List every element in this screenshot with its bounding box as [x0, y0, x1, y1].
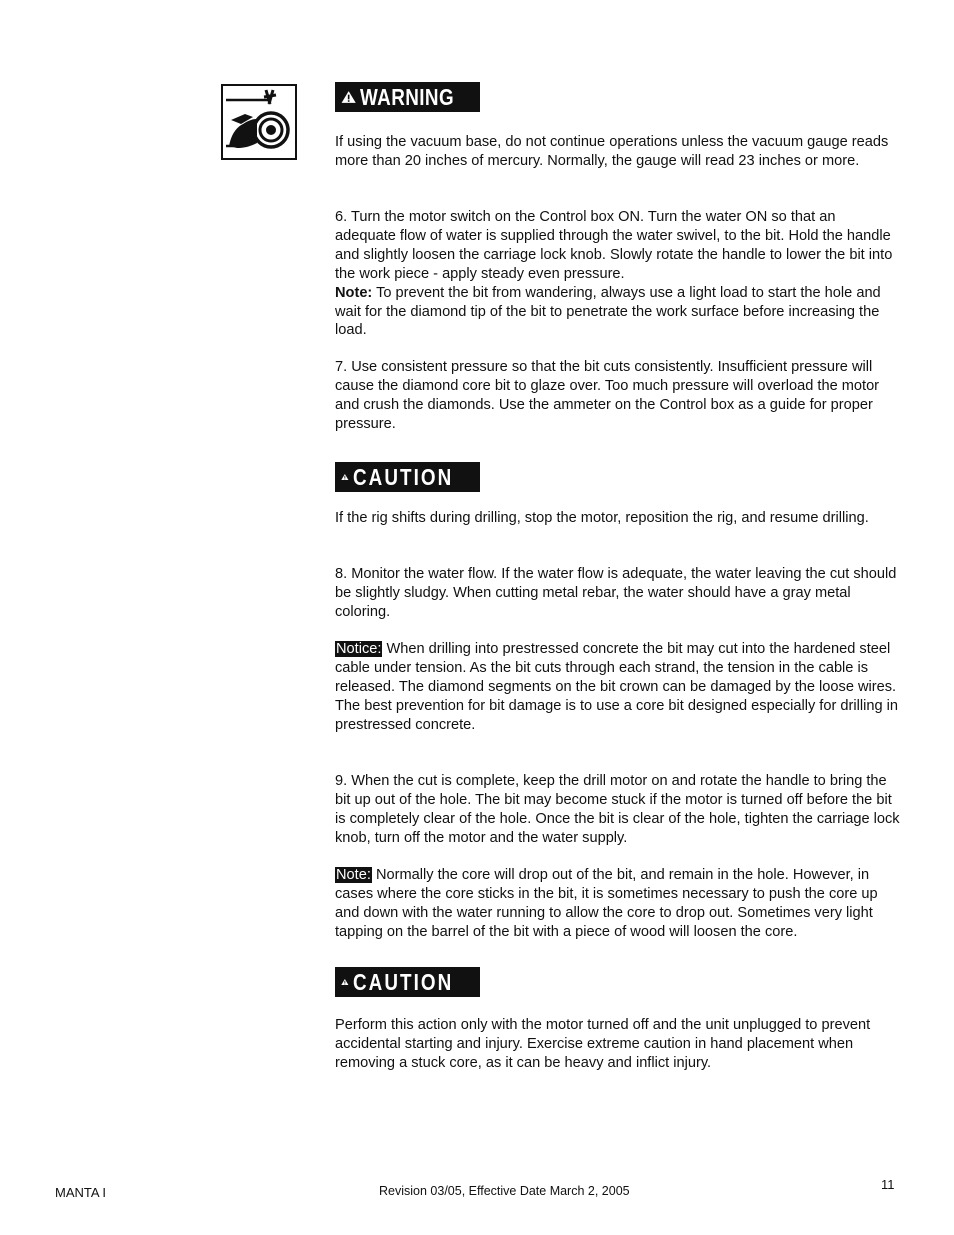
warning-banner — [335, 82, 480, 112]
alert-triangle-icon — [341, 86, 356, 108]
step-6-paragraph — [335, 208, 900, 340]
caution-label: CAUTION — [352, 968, 453, 995]
caution-banner — [335, 462, 480, 492]
note-label: Note: — [335, 284, 373, 301]
notice-paragraph — [335, 640, 900, 735]
rig-shift-caution-text: If the rig shifts during drilling, stop the motor, reposition the rig, and resume drilling. — [335, 510, 869, 526]
note-label: Note: — [336, 867, 371, 883]
notice-text: When drilling into prestressed concrete the bit may cut into the hardened steel cable under tension. As the bit cuts through each strand, the tension in the cable is released. The diamond segments on the bit crown can be damaged by the loose wires. The best prevention for bit damage is to use a core bit designed especially for drilling in prestressed concrete. — [335, 641, 898, 733]
step-7-paragraph: 7. Use consistent pressure so that the bit cuts consistently. Insufficient pressure will cause the diamond core bit to glaze over. Too much pressure will overload the motor and crush the diamonds. Use the ammeter on the Control box as a guide for proper pressure. — [335, 359, 880, 432]
stuck-core-caution-text: Perform this action only with the motor turned off and the unit unplugged to prevent accidental starting and injury. Exercise extreme caution in hand placement when removing a stuck core, as it can be heavy and inflict injury. — [335, 1017, 871, 1071]
note-text: To prevent the bit from wandering, always use a light load to start the hole and wait for the diamond tip of the bit to penetrate the work surface before increasing the load. — [335, 284, 881, 339]
hand-entanglement-rotating-bit-icon — [221, 84, 297, 160]
step-8-paragraph: 8. Monitor the water flow. If the water flow is adequate, the water leaving the cut should be slightly sludgy. When cutting metal rebar, the water should have a gray metal coloring. — [335, 566, 897, 620]
caution-banner — [335, 967, 480, 997]
step-9-paragraph: 9. When the cut is complete, keep the drill motor on and rotate the handle to bring the bit up out of the hole. The bit may become stuck if the motor is turned off before the bit is completely clear of the hole. Once the bit is clear of the hole, tighten the carriage lock knob, turn off the motor and the water supply. — [335, 773, 900, 846]
alert-triangle-icon — [341, 466, 349, 488]
warning-label: WARNING — [360, 83, 455, 110]
step-6-text: 6. Turn the motor switch on the Control box ON. Turn the water ON so that an adequate flow of water is supplied through the water swivel, to the bit. Hold the handle and slightly loosen the carriage lock knob. Slowly rotate the handle to lower the bit into the work piece - apply steady even pressure. — [335, 209, 893, 282]
note-paragraph — [335, 866, 900, 942]
vacuum-warning-text: If using the vacuum base, do not continue operations unless the vacuum gauge reads more than 20 inches of mercury. Normally, the gauge will read 23 inches or more. — [335, 134, 889, 169]
footer-product-name: MANTA I — [55, 1185, 107, 1200]
page-number: 11 — [881, 1177, 895, 1192]
notice-label: Notice: — [336, 641, 382, 657]
note-text: Normally the core will drop out of the bit, and remain in the hole. However, in cases where the core sticks in the bit, it is sometimes necessary to push the core up and down with the water running to allow the core to drop out. Sometimes very light tapping on the barrel of the bit with a piece of wood will loosen the core. — [335, 867, 878, 940]
footer-revision: Revision 03/05, Effective Date March 2, 2005 — [379, 1184, 630, 1198]
alert-triangle-icon — [341, 971, 349, 993]
caution-label: CAUTION — [352, 463, 453, 490]
